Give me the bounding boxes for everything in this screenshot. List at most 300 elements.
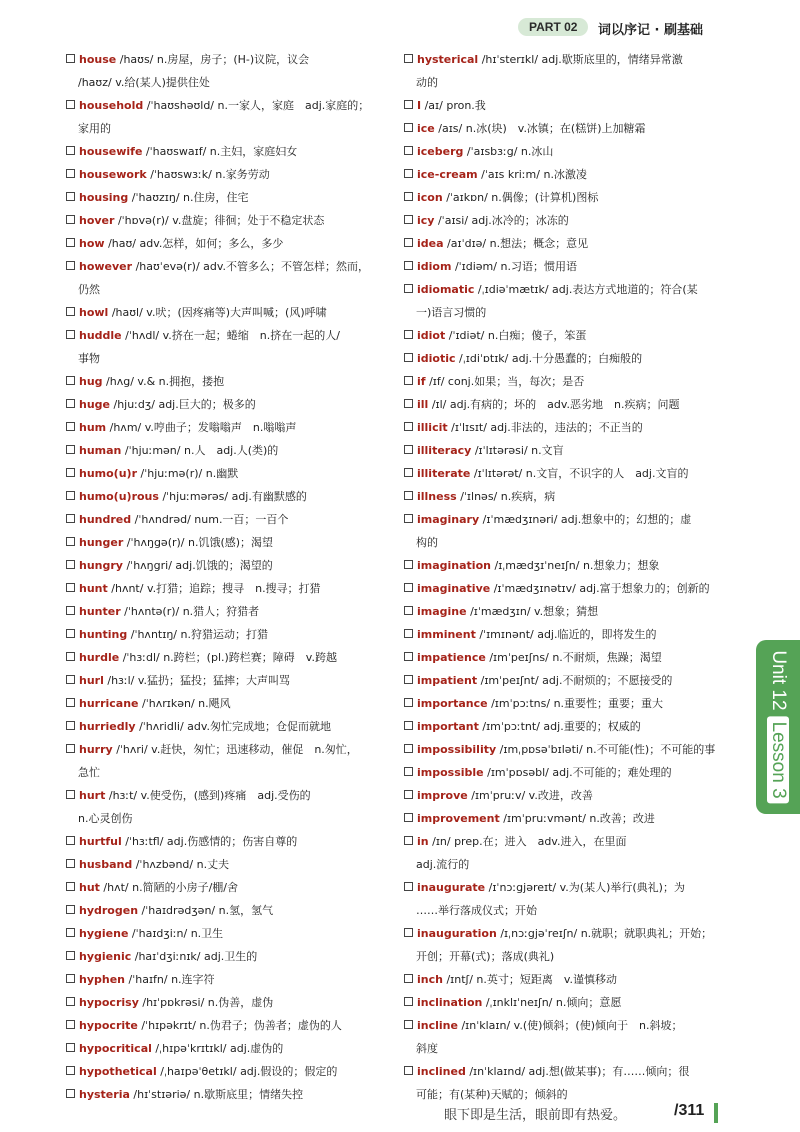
- checkbox-icon[interactable]: [404, 376, 413, 385]
- headword: hydrogen: [79, 904, 139, 917]
- vocab-entry: [404, 692, 722, 715]
- vocab-entry: [66, 1014, 382, 1037]
- entry-definition: 急忙: [78, 766, 100, 779]
- checkbox-icon[interactable]: [404, 445, 413, 454]
- headword: hurry: [79, 743, 113, 756]
- entry-definition: /aɪˈdɪə/ n.想法；概念；意见: [447, 237, 589, 250]
- checkbox-icon[interactable]: [404, 836, 413, 845]
- entry-definition: /ɪˈnɔːgjəreɪt/ v.为(某人)举行(典礼)；为: [488, 881, 685, 894]
- vocab-entry: [66, 508, 382, 531]
- entry-definition: /ˈhɒvə(r)/ v.盘旋；徘徊；处于不稳定状态: [117, 214, 325, 227]
- checkbox-icon[interactable]: [404, 629, 413, 638]
- vocab-entry: [66, 393, 382, 416]
- checkbox-icon[interactable]: [66, 100, 75, 109]
- checkbox-icon[interactable]: [66, 629, 75, 638]
- checkbox-icon[interactable]: [66, 974, 75, 983]
- checkbox-icon[interactable]: [66, 146, 75, 155]
- vocab-entry: [66, 1037, 382, 1060]
- vocab-entry: [404, 922, 722, 945]
- headword: hut: [79, 881, 100, 894]
- vocab-entry: [66, 784, 382, 807]
- vocab-entry: [404, 669, 722, 692]
- headword: ice: [417, 122, 435, 135]
- headword: hunt: [79, 582, 108, 595]
- headword: illness: [417, 490, 457, 503]
- headword: hygiene: [79, 927, 129, 940]
- headword: importance: [417, 697, 488, 710]
- headword: illicit: [417, 421, 448, 434]
- headword: imagine: [417, 605, 467, 618]
- entry-definition: /ˈhʌzbənd/ n.丈夫: [135, 858, 230, 871]
- entry-definition: 开创；开幕(式)；落成(典礼): [416, 950, 555, 963]
- checkbox-icon[interactable]: [404, 399, 413, 408]
- checkbox-icon[interactable]: [66, 376, 75, 385]
- headword: humo(u)r: [79, 467, 137, 480]
- entry-definition: /hɪˈsterɪkl/ adj.歇斯底里的，情绪异常激: [481, 53, 683, 66]
- vocab-entry: [404, 347, 722, 370]
- vocab-entry: [66, 186, 382, 209]
- checkbox-icon[interactable]: [66, 399, 75, 408]
- checkbox-icon[interactable]: [404, 698, 413, 707]
- entry-definition: /ˈhaɪdrədʒən/ n.氢，氢气: [141, 904, 274, 917]
- vocab-entry: [404, 485, 722, 508]
- headword: hypocritical: [79, 1042, 152, 1055]
- entry-definition: /hʌg/ v.& n.拥抱，搂抱: [106, 375, 225, 388]
- checkbox-icon[interactable]: [404, 284, 413, 293]
- checkbox-icon[interactable]: [66, 675, 75, 684]
- headword: idiomatic: [417, 283, 475, 296]
- headword: hunter: [79, 605, 121, 618]
- checkbox-icon[interactable]: [404, 1066, 413, 1075]
- entry-definition: /ˈhjuːmərəs/ adj.有幽默感的: [162, 490, 307, 503]
- vocab-entry-continuation: [404, 531, 722, 554]
- checkbox-icon[interactable]: [66, 491, 75, 500]
- headword: hypocrisy: [79, 996, 139, 1009]
- right-column: [404, 48, 722, 1106]
- headword: icy: [417, 214, 435, 227]
- headword: house: [79, 53, 117, 66]
- checkbox-icon[interactable]: [66, 951, 75, 960]
- entry-definition: /ɪmˈpɔːtns/ n.重要性；重要；重大: [491, 697, 664, 710]
- checkbox-icon[interactable]: [404, 767, 413, 776]
- checkbox-icon[interactable]: [66, 928, 75, 937]
- checkbox-icon[interactable]: [404, 721, 413, 730]
- checkbox-icon[interactable]: [404, 790, 413, 799]
- checkbox-icon[interactable]: [66, 537, 75, 546]
- entry-definition: adj.流行的: [416, 858, 470, 871]
- headword: if: [417, 375, 426, 388]
- checkbox-icon[interactable]: [66, 514, 75, 523]
- checkbox-icon[interactable]: [66, 583, 75, 592]
- headword: hypocrite: [79, 1019, 138, 1032]
- checkbox-icon[interactable]: [404, 997, 413, 1006]
- entry-definition: /ˈhʌri/ v.赶快，匆忙；迅速移动，催促 n.匆忙，: [116, 743, 358, 756]
- entry-definition: /ɪmˈpeɪʃnt/ adj.不耐烦的；不愿接受的: [480, 674, 673, 687]
- vocab-entry-continuation: [66, 347, 382, 370]
- vocab-entry: [404, 968, 722, 991]
- headword: hurtful: [79, 835, 122, 848]
- checkbox-icon[interactable]: [66, 445, 75, 454]
- entry-definition: /ˈaɪs kriːm/ n.冰激凌: [481, 168, 587, 181]
- vocab-entry: [66, 853, 382, 876]
- entry-definition: /ɪmˈpɔːtnt/ adj.重要的；权威的: [482, 720, 641, 733]
- checkbox-icon[interactable]: [404, 422, 413, 431]
- entry-definition: 一)语言习惯的: [416, 306, 487, 319]
- headword: housewife: [79, 145, 143, 158]
- vocab-entry: [66, 324, 382, 347]
- page-header: [0, 16, 800, 46]
- entry-definition: /ˈhʌrɪkən/ n.飓风: [142, 697, 231, 710]
- entry-definition: 事物: [78, 352, 100, 365]
- vocab-entry-continuation: [404, 945, 722, 968]
- headword: imaginary: [417, 513, 480, 526]
- entry-definition: /hʌt/ n.简陋的小房子/棚/舍: [103, 881, 239, 894]
- checkbox-icon[interactable]: [404, 813, 413, 822]
- vocab-entry: [66, 163, 382, 186]
- checkbox-icon[interactable]: [404, 974, 413, 983]
- vocab-entry-continuation: [66, 807, 382, 830]
- entry-definition: /ˈɪlnəs/ n.疾病，病: [460, 490, 556, 503]
- entry-definition: /ˈaɪsi/ adj.冰冷的；冰冻的: [437, 214, 569, 227]
- entry-definition: /ɪˌmædʒɪˈneɪʃn/ n.想象力；想象: [494, 559, 660, 572]
- checkbox-icon[interactable]: [66, 54, 75, 63]
- vocab-entry-continuation: [66, 117, 382, 140]
- checkbox-icon[interactable]: [404, 123, 413, 132]
- entry-definition: /hɜːt/ v.使受伤，(感到)疼痛 adj.受伤的: [108, 789, 311, 802]
- entry-definition: /ˈhʌdl/ v.挤在一起；蜷缩 n.挤在一起的人/: [125, 329, 340, 342]
- vocab-entry: [66, 255, 382, 278]
- vocab-entry: [66, 301, 382, 324]
- headword: improve: [417, 789, 468, 802]
- entry-definition: /ˈhʌŋgri/ adj.饥饿的；渴望的: [126, 559, 273, 572]
- vocab-entry: [404, 462, 722, 485]
- checkbox-icon[interactable]: [404, 169, 413, 178]
- headword: hurl: [79, 674, 104, 687]
- checkbox-icon[interactable]: [404, 353, 413, 362]
- headword: housework: [79, 168, 147, 181]
- vocab-entry: [66, 209, 382, 232]
- vocab-entry: [66, 692, 382, 715]
- checkbox-icon[interactable]: [66, 169, 75, 178]
- headword: impatience: [417, 651, 486, 664]
- entry-definition: /ˈaɪkɒn/ n.偶像；(计算机)图标: [446, 191, 599, 204]
- entry-definition: /haʊz/ v.给(某人)提供住处: [78, 76, 210, 89]
- headword: idea: [417, 237, 444, 250]
- headword: husband: [79, 858, 133, 871]
- vocab-entry-continuation: [66, 71, 382, 94]
- checkbox-icon[interactable]: [66, 560, 75, 569]
- headword: hurt: [79, 789, 106, 802]
- vocab-entry: [404, 439, 722, 462]
- vocab-entry: [66, 922, 382, 945]
- vocab-entry-continuation: [66, 761, 382, 784]
- entry-definition: 仍然: [78, 283, 100, 296]
- headword: hurriedly: [79, 720, 136, 733]
- entry-definition: /ɪl/ adj.有病的；坏的 adv.恶劣地 n.疾病；问题: [431, 398, 680, 411]
- checkbox-icon[interactable]: [66, 882, 75, 891]
- checkbox-icon[interactable]: [66, 790, 75, 799]
- checkbox-icon[interactable]: [404, 560, 413, 569]
- vocab-entry: [404, 876, 722, 899]
- headword: hurdle: [79, 651, 120, 664]
- checkbox-icon[interactable]: [66, 1020, 75, 1029]
- checkbox-icon[interactable]: [404, 744, 413, 753]
- entry-definition: /ˈhɪpəkrɪt/ n.伪君子；伪善者；虚伪的人: [141, 1019, 342, 1032]
- checkbox-icon[interactable]: [66, 238, 75, 247]
- checkbox-icon[interactable]: [404, 192, 413, 201]
- entry-definition: /ɪˈmædʒɪnətɪv/ adj.富于想象力的；创新的: [493, 582, 710, 595]
- checkbox-icon[interactable]: [66, 606, 75, 615]
- entry-definition: /ˈhjuːmən/ n.人 adj.人(类)的: [124, 444, 279, 457]
- vocab-entry: [404, 807, 722, 830]
- entry-definition: /ɪmˈpruːv/ v.改进，改善: [471, 789, 593, 802]
- entry-definition: /aɪ/ pron.我: [424, 99, 486, 112]
- headword: icon: [417, 191, 443, 204]
- vocab-entry-continuation: [404, 1037, 722, 1060]
- vocab-entry: [404, 416, 722, 439]
- vocab-entry: [404, 646, 722, 669]
- headword: impossibility: [417, 743, 497, 756]
- entry-definition: /ɪn/ prep.在；进入 adv.进入，在里面: [432, 835, 627, 848]
- vocab-entry: [404, 140, 722, 163]
- headword: imaginative: [417, 582, 491, 595]
- entry-definition: /hjuːdʒ/ adj.巨大的；极多的: [113, 398, 256, 411]
- entry-definition: /ˈɪmɪnənt/ adj.临近的，即将发生的: [479, 628, 657, 641]
- checkbox-icon[interactable]: [404, 215, 413, 224]
- headword: imminent: [417, 628, 476, 641]
- vocab-entry: [404, 508, 722, 531]
- checkbox-icon[interactable]: [66, 1066, 75, 1075]
- entry-definition: /ˈhɜːdl/ n.跨栏；(pl.)跨栏赛；障碍 v.跨越: [122, 651, 337, 664]
- headword: idiot: [417, 329, 446, 342]
- entry-definition: /ɪˈmædʒɪnəri/ adj.想象中的；幻想的；虚: [482, 513, 692, 526]
- vocab-entry: [404, 1014, 722, 1037]
- headword: hungry: [79, 559, 123, 572]
- headword: hysteria: [79, 1088, 130, 1101]
- vocab-entry: [404, 600, 722, 623]
- entry-definition: /hɪˈpɒkrəsi/ n.伪善，虚伪: [142, 996, 274, 1009]
- checkbox-icon[interactable]: [404, 583, 413, 592]
- vocab-entry: [404, 324, 722, 347]
- vocab-entry: [66, 462, 382, 485]
- headword: hunting: [79, 628, 128, 641]
- checkbox-icon[interactable]: [404, 54, 413, 63]
- left-column: [66, 48, 382, 1106]
- vocab-entry: [66, 968, 382, 991]
- vocab-entry-continuation: [404, 71, 722, 94]
- vocab-entry: [404, 393, 722, 416]
- vocab-entry: [404, 48, 722, 71]
- checkbox-icon[interactable]: [66, 905, 75, 914]
- entry-definition: /ɪˌnɔːgjəˈreɪʃn/ n.就职；就职典礼；开始；: [500, 927, 713, 940]
- headword: household: [79, 99, 144, 112]
- entry-definition: /haʊ/ adv.怎样，如何；多么，多少: [108, 237, 284, 250]
- checkbox-icon[interactable]: [66, 836, 75, 845]
- entry-definition: /ɪˈmædʒɪn/ v.想象；猜想: [470, 605, 599, 618]
- vocab-entry-continuation: [404, 899, 722, 922]
- headword: ill: [417, 398, 429, 411]
- entry-definition: 动的: [416, 76, 438, 89]
- headword: how: [79, 237, 105, 250]
- entry-definition: /haʊs/ n.房屋，房子；(H-)议院，议会: [119, 53, 310, 66]
- checkbox-icon[interactable]: [66, 215, 75, 224]
- headword: idiotic: [417, 352, 456, 365]
- page-number: /311: [674, 1102, 705, 1119]
- headword: humo(u)rous: [79, 490, 159, 503]
- checkbox-icon[interactable]: [66, 744, 75, 753]
- vocab-entry: [404, 830, 722, 853]
- entry-definition: /ˈhaʊswaɪf/ n.主妇，家庭妇女: [145, 145, 298, 158]
- entry-definition: /ɪˈlɪsɪt/ adj.非法的，违法的；不正当的: [451, 421, 643, 434]
- checkbox-icon[interactable]: [66, 1043, 75, 1052]
- vocab-entry: [66, 899, 382, 922]
- vocab-entry: [404, 232, 722, 255]
- entry-definition: /ɪntʃ/ n.英寸；短距离 v.谨慎移动: [446, 973, 618, 986]
- headword: human: [79, 444, 122, 457]
- vocab-entry: [404, 163, 722, 186]
- entry-definition: 构的: [416, 536, 438, 549]
- entry-definition: /ɪˈlɪtərəsi/ n.文盲: [474, 444, 564, 457]
- vocab-entry: [66, 1060, 382, 1083]
- vocab-entry-continuation: [66, 278, 382, 301]
- entry-definition: /ˌhɪpəˈkrɪtɪkl/ adj.虚伪的: [155, 1042, 284, 1055]
- page-footer: [0, 1102, 800, 1128]
- headword: I: [417, 99, 422, 112]
- checkbox-icon[interactable]: [404, 606, 413, 615]
- entry-definition: /hɪˈstɪəriə/ n.歇斯底里；情绪失控: [133, 1088, 304, 1101]
- vocab-entry: [66, 738, 382, 761]
- checkbox-icon[interactable]: [404, 882, 413, 891]
- vocab-entry: [66, 232, 382, 255]
- checkbox-icon[interactable]: [66, 997, 75, 1006]
- checkbox-icon[interactable]: [66, 192, 75, 201]
- entry-definition: /ˈhaʊzɪŋ/ n.住房，住宅: [131, 191, 249, 204]
- entry-definition: /ˈhaɪfn/ n.连字符: [128, 973, 215, 986]
- entry-definition: /ˈaɪsbɜːg/ n.冰山: [466, 145, 554, 158]
- part-badge: PART 02: [518, 18, 588, 36]
- checkbox-icon[interactable]: [404, 652, 413, 661]
- checkbox-icon[interactable]: [404, 928, 413, 937]
- headword: hypothetical: [79, 1065, 157, 1078]
- headword: illiteracy: [417, 444, 472, 457]
- vocab-entry: [404, 255, 722, 278]
- headword: howl: [79, 306, 109, 319]
- headword: impatient: [417, 674, 478, 687]
- checkbox-icon[interactable]: [404, 238, 413, 247]
- vocab-entry: [66, 554, 382, 577]
- checkbox-icon[interactable]: [66, 261, 75, 270]
- checkbox-icon[interactable]: [404, 100, 413, 109]
- unit-tab-text: [767, 650, 789, 803]
- vocab-entry: [66, 945, 382, 968]
- headword: imagination: [417, 559, 491, 572]
- checkbox-icon[interactable]: [404, 514, 413, 523]
- checkbox-icon[interactable]: [404, 146, 413, 155]
- header-title: 词以序记 · 刷基础: [598, 23, 703, 38]
- headword: housing: [79, 191, 129, 204]
- headword: hundred: [79, 513, 132, 526]
- vocab-entry: [404, 577, 722, 600]
- headword: inclination: [417, 996, 483, 1009]
- vocab-entry: [66, 991, 382, 1014]
- vocab-entry: [66, 531, 382, 554]
- vocab-entry: [404, 738, 722, 761]
- vocab-entry: [66, 600, 382, 623]
- entry-definition: /hʌnt/ v.打猎；追踪；搜寻 n.搜寻；打猎: [111, 582, 321, 595]
- vocab-entry: [66, 48, 382, 71]
- headword: iceberg: [417, 145, 464, 158]
- entry-definition: n.心灵创伤: [78, 812, 133, 825]
- checkbox-icon[interactable]: [404, 468, 413, 477]
- checkbox-icon[interactable]: [66, 468, 75, 477]
- headword: incline: [417, 1019, 458, 1032]
- vocab-entry: [404, 117, 722, 140]
- entry-definition: 斜度: [416, 1042, 438, 1055]
- entry-definition: /ɪnˈklaɪnd/ adj.想(做某事)；有……倾向；很: [469, 1065, 690, 1078]
- headword: huge: [79, 398, 110, 411]
- headword: hyphen: [79, 973, 125, 986]
- vocab-entry: [66, 370, 382, 393]
- headword: hysterical: [417, 53, 479, 66]
- checkbox-icon[interactable]: [66, 652, 75, 661]
- entry-definition: /ˈhaʊshəʊld/ n.一家人，家庭 adj.家庭的；: [146, 99, 370, 112]
- entry-definition: /haʊl/ v.吠；(因疼痛等)大声叫喊；(风)呼啸: [111, 306, 327, 319]
- checkbox-icon[interactable]: [404, 675, 413, 684]
- unit-label: Unit 12: [768, 650, 789, 711]
- headword: inch: [417, 973, 443, 986]
- vocab-entry: [404, 94, 722, 117]
- vocab-entry: [404, 623, 722, 646]
- vocab-entry-continuation: [404, 301, 722, 324]
- checkbox-icon[interactable]: [66, 721, 75, 730]
- checkbox-icon[interactable]: [404, 261, 413, 270]
- vocab-entry: [404, 209, 722, 232]
- entry-definition: /aɪs/ n.冰(块) v.冰镇；在(糕饼)上加糖霜: [438, 122, 646, 135]
- vocab-entry: [66, 439, 382, 462]
- checkbox-icon[interactable]: [66, 1089, 75, 1098]
- vocab-entry: [404, 1060, 722, 1083]
- checkbox-icon[interactable]: [66, 307, 75, 316]
- headword: hunger: [79, 536, 124, 549]
- vocab-entry: [404, 278, 722, 301]
- headword: important: [417, 720, 479, 733]
- entry-definition: /ˈɪdiət/ n.白痴；傻子，笨蛋: [448, 329, 587, 342]
- entry-definition: /ˈɪdiəm/ n.习语；惯用语: [454, 260, 577, 273]
- vocab-entry: [66, 577, 382, 600]
- entry-definition: /ˈhʌŋgə(r)/ n.饥饿(感)；渴望: [126, 536, 274, 549]
- vocab-entry: [404, 715, 722, 738]
- checkbox-icon[interactable]: [66, 859, 75, 868]
- headword: illiterate: [417, 467, 471, 480]
- vocab-entry: [404, 991, 722, 1014]
- vocab-entry: [66, 140, 382, 163]
- entry-definition: /ˈhaʊswɜːk/ n.家务劳动: [150, 168, 270, 181]
- entry-definition: /ˈhʌridli/ adv.匆忙完成地；仓促而就地: [139, 720, 332, 733]
- checkbox-icon[interactable]: [404, 330, 413, 339]
- entry-definition: /ɪˈlɪtərət/ n.文盲，不识字的人 adj.文盲的: [473, 467, 689, 480]
- checkbox-icon[interactable]: [66, 698, 75, 707]
- checkbox-icon[interactable]: [404, 491, 413, 500]
- unit-side-tab: [756, 640, 800, 814]
- headword: in: [417, 835, 429, 848]
- checkbox-icon[interactable]: [66, 330, 75, 339]
- checkbox-icon[interactable]: [66, 422, 75, 431]
- entry-definition: /ɪf/ conj.如果；当，每次；是否: [429, 375, 585, 388]
- entry-definition: ……举行落成仪式；开始: [416, 904, 537, 917]
- checkbox-icon[interactable]: [404, 1020, 413, 1029]
- entry-definition: /ˈhʌndrəd/ num.一百；一百个: [134, 513, 289, 526]
- headword: inaugurate: [417, 881, 486, 894]
